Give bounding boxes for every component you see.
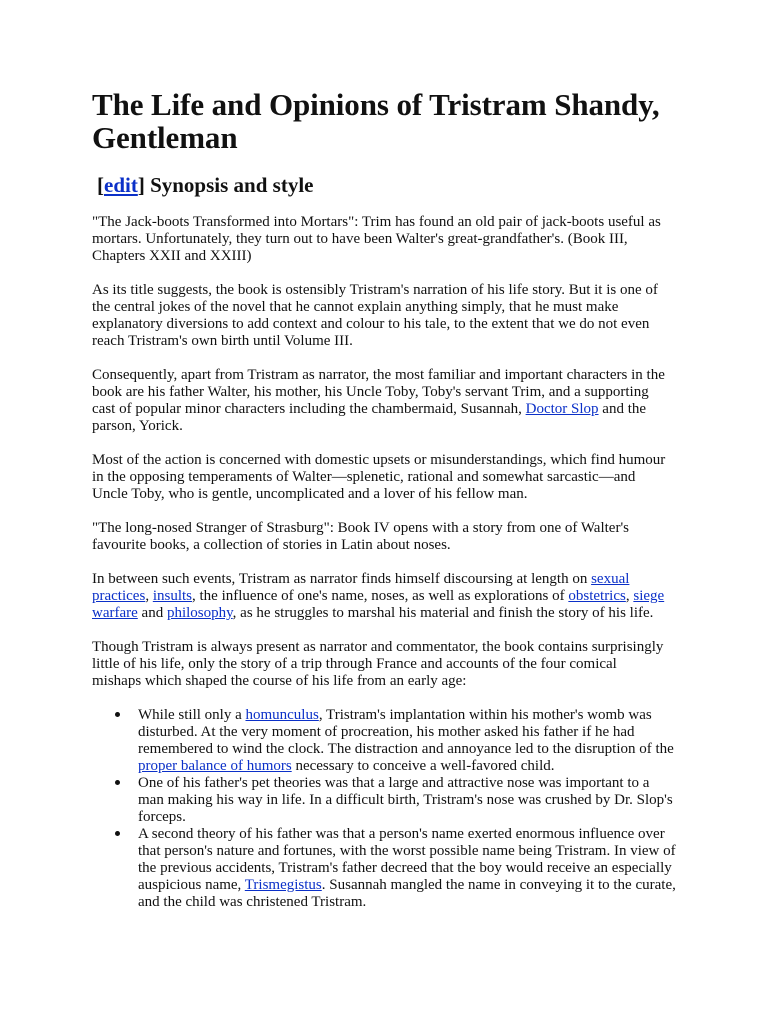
paragraph-text: Consequently, apart from Tristram as narrator, the most familiar and important characters in the book are his father Walter, his mother, his Uncle Toby, Toby's servant Trim, and a supporting cast of popular minor characters including the chambermaid, Susannah, bbox=[92, 367, 665, 417]
page-title: The Life and Opinions of Tristram Shandy, Gentleman bbox=[92, 87, 660, 155]
bullet-icon bbox=[115, 831, 120, 836]
list-item-text: necessary to conceive a well-favored child. bbox=[291, 758, 555, 774]
homunculus-link[interactable]: homunculus bbox=[245, 707, 319, 723]
paragraph-domestic-upsets: Most of the action is concerned with domestic upsets or misunderstandings, which find humour in the opposing temperaments of Walter—splenetic, rational and somewhat sarcastic—and Uncle Toby, who is gentle, uncomplicated and a lover of his fellow man. bbox=[92, 452, 666, 502]
paragraph-text: In between such events, Tristram as narrator finds himself discoursing at length on bbox=[92, 571, 592, 587]
list-item-text: A second theory of his father was that a person's name exerted enormous influence over that person's nature and fortunes, with the worst possible name being Tristram. In view of the previous accidents, Tristram's father decreed that the boy would receive an especially auspicious name, bbox=[138, 826, 676, 893]
list-item bbox=[138, 826, 678, 911]
doctor-slop-link[interactable]: Doctor Slop bbox=[525, 401, 599, 417]
edit-bracket-open: [ bbox=[97, 173, 104, 197]
insults-link[interactable]: insults bbox=[152, 588, 192, 604]
bullet-icon bbox=[115, 780, 120, 785]
list-item bbox=[138, 775, 678, 826]
paragraph-title-suggests: As its title suggests, the book is ostensibly Tristram's narration of his life story. But it is one of the central jokes of the novel that he cannot explain anything simply, that he must make explanatory diversions to add context and colour to his tale, to the extent that we do not even reach Tristram's own birth until Volume III. bbox=[92, 282, 658, 349]
proper-balance-of-humors-link[interactable]: proper balance of humors bbox=[138, 758, 292, 774]
paragraph-text: , the influence of one's name, noses, as well as explorations of bbox=[192, 588, 569, 604]
sexual-practices-link[interactable]: sexual practices bbox=[92, 571, 630, 604]
paragraph-characters bbox=[92, 367, 668, 435]
paragraph-text: , bbox=[625, 588, 634, 604]
paragraph-four-mishaps: Though Tristram is always present as narrator and commentator, the book contains surprisingly little of his life, only the story of a trip through France and accounts of the four comical mishaps which shaped the course of his life from an early age: bbox=[92, 639, 664, 689]
paragraph-text: , bbox=[145, 588, 153, 604]
mishaps-list bbox=[92, 707, 678, 911]
paragraph-discoursing bbox=[92, 571, 668, 622]
paragraph-text: , as he struggles to marshal his material and finish the story of his life. bbox=[232, 605, 654, 621]
philosophy-link[interactable]: philosophy bbox=[166, 605, 233, 621]
bullet-icon bbox=[115, 712, 120, 717]
siege-warfare-link[interactable]: siege warfare bbox=[92, 588, 665, 621]
obstetrics-link[interactable]: obstetrics bbox=[568, 588, 626, 604]
list-item bbox=[138, 707, 678, 775]
list-item-text: , Tristram's implantation within his mother's womb was disturbed. At the very moment of procreation, his mother asked his father if he had remembered to wind the clock. The distraction and annoyance led to the disruption of the bbox=[138, 707, 674, 757]
edit-bracket-close: ] bbox=[137, 173, 145, 197]
paragraph-jack-boots: "The Jack-boots Transformed into Mortars": Trim has found an old pair of jack-boots useful as mortars. Unfortunately, they turn out to have been Walter's great-grandfather's. (Book III, Chapters XXII and XXIII) bbox=[92, 214, 661, 264]
list-item-text: . Susannah mangled the name in conveying it to the curate, and the child was christened Tristram. bbox=[138, 877, 676, 910]
trismegistus-link[interactable]: Trismegistus bbox=[244, 877, 322, 893]
paragraph-text: and bbox=[137, 605, 167, 621]
list-item-text: While still only a bbox=[138, 707, 246, 723]
section-heading bbox=[97, 172, 676, 198]
paragraph-text: and the parson, Yorick. bbox=[92, 401, 647, 434]
section-heading-text: Synopsis and style bbox=[150, 173, 314, 197]
list-item-text: One of his father's pet theories was that a large and attractive nose was important to a man making his way in life. In a difficult birth, Tristram's nose was crushed by Dr. Slop's forceps. bbox=[138, 775, 673, 825]
paragraph-long-nosed-stranger: "The long-nosed Stranger of Strasburg": Book IV opens with a story from one of Walter's favourite books, a collection of stories in Latin about noses. bbox=[92, 520, 629, 553]
edit-link[interactable]: edit bbox=[104, 173, 138, 197]
